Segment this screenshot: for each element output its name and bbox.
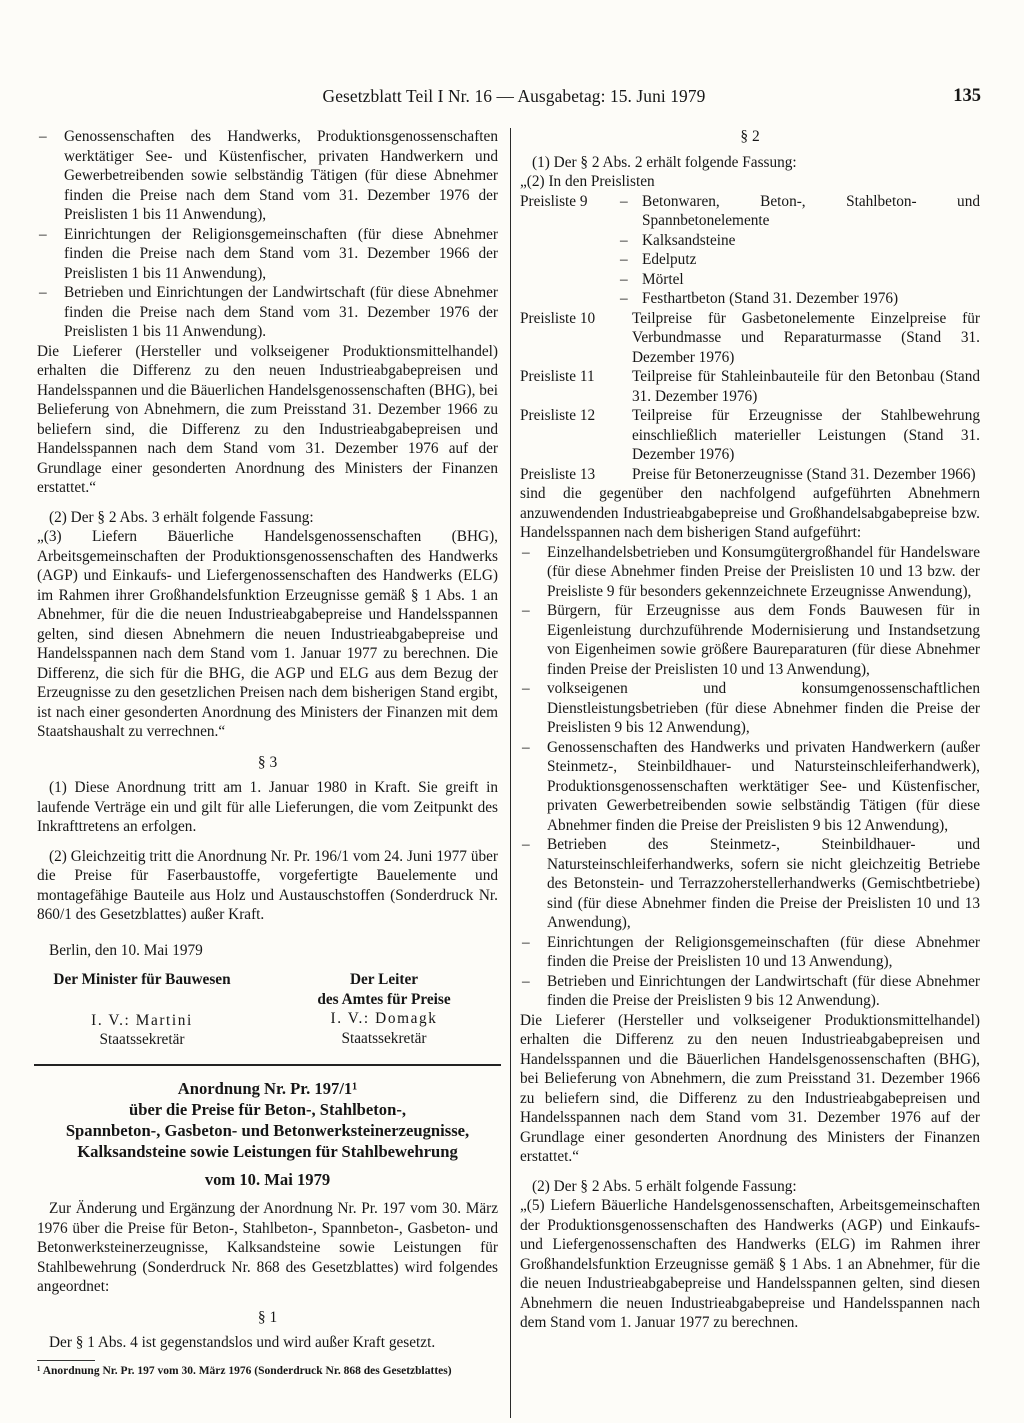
empty-cell xyxy=(520,250,620,270)
list-item: – Einzelhandelsbetrieben und Konsumgütergroßhandel für Handelsware (für diese Abnehmer finden Preise der Preislisten 10 und 13 bzw. der Preisliste 9 für besonders gekennzeichnete Erzeugnisse Anwendung), xyxy=(520,543,980,602)
ordinance-title-line: über die Preise für Beton-, Stahlbeton-, xyxy=(128,1099,407,1119)
table-row xyxy=(520,465,980,485)
left-column xyxy=(37,127,498,1378)
column-divider xyxy=(510,128,511,1418)
footnote-rule xyxy=(37,1360,95,1361)
table-row xyxy=(520,309,980,368)
price-list-item: Mörtel xyxy=(642,270,684,288)
section-3-para-2: (2) Gleichzeitig tritt die Anordnung Nr. Pr. 196/1 vom 24. Juni 1977 über die Preise für Faserbaustoffe, vorgefertigte Bauelemente und montagefähige Bauteile aus Holz und Austauschstoffen (Sonderdruck Nr. 860/1 des Gesetzblattes) außer Kraft. xyxy=(37,847,498,923)
signature-leiter xyxy=(274,970,494,1050)
dash: – xyxy=(620,270,628,288)
price-list-text: Teilpreise für Gasbetonelemente Einzelpreise für Verbundmasse und Reparaturmasse (Stand 31. Dezember 1976) xyxy=(632,309,980,366)
list-item: – Genossenschaften des Handwerks und privaten Handwerkern (außer Steinmetz-, Steinbildhauer- und Natursteinschleiferhandwerk), Produktionsgenossenschaften werktätiger See- und Küstenfischer, privaten Gewerbetreibenden sowie selbständig Tätigen (für diese Abnehmer finden die Preise der Preislisten 9 bis 12 Anwendung), xyxy=(520,738,980,836)
list-item: – Genossenschaften des Handwerks, Produktionsgenossenschaften werktätiger See- und Küstenfischer, privaten Handwerkern und Gewerbetreibenden sowie selbständig Tätigen (für diese Abnehmer finden die Preise nach dem Stand vom 31. Dezember 1976 der Preislisten 1 bis 11 Anwendung), xyxy=(37,127,498,225)
page-header xyxy=(40,86,988,112)
running-head: Gesetzblatt Teil I Nr. 16 — Ausgabetag: 15. Juni 1979 xyxy=(322,86,706,106)
paragraph-abs5: (2) Der § 2 Abs. 5 erhält folgende Fassung: xyxy=(532,1177,797,1195)
ordinance-title-line: Spannbeton-, Gasbeton- und Betonwerksteinerzeugnisse, xyxy=(65,1120,470,1140)
place-date: Berlin, den 10. Mai 1979 xyxy=(49,941,203,959)
table-row xyxy=(520,231,980,251)
paragraph-abs5-text: „(5) Liefern Bäuerliche Handelsgenossenschaften, Arbeitsgemeinschaften der Produktionsgenossenschaften des Handwerks (AGP) und Einkaufs- und Liefergenossenschaften des Handwerks (ELG) im Rahmen ihrer Großhandelsfunktion Erzeugnisse gemäß § 1 Abs. 1 an Abnehmer, für die die neuen Industrieabgabepreise und Handelsspannen gelten, sind diesen Abnehmern die neuen Industrieabgabepreise und Handelsspannen nach dem Stand vom 1. Januar 1977 zu berechnen. xyxy=(520,1197,980,1331)
ordinance-date: vom 10. Mai 1979 xyxy=(204,1169,331,1189)
price-list-item: Festhartbeton (Stand 31. Dezember 1976) xyxy=(642,290,899,307)
table-row xyxy=(520,192,980,231)
paragraph-abs2: (2) Der § 2 Abs. 3 erhält folgende Fassung: xyxy=(49,508,314,526)
dash: – xyxy=(620,251,628,268)
signature-minister xyxy=(47,970,237,1050)
list-item: – Betrieben und Einrichtungen der Landwirtschaft (für diese Abnehmer finden die Preise nach dem Stand vom 31. Dezember 1976 der Preislisten 1 bis 11 Anwendung). xyxy=(37,283,498,342)
right-column xyxy=(520,127,980,1333)
price-list-label: Preisliste 9 xyxy=(520,192,588,210)
list-item: – Einrichtungen der Religionsgemeinschaften (für diese Abnehmer finden die Preise nach dem Stand vom 31. Dezember 1966 der Preislisten 1 bis 11 Anwendung), xyxy=(37,225,498,284)
empty-cell xyxy=(520,231,620,251)
table-row xyxy=(520,270,980,290)
signature-title: Der Minister für Bauwesen xyxy=(53,971,231,988)
price-list-label: Preisliste 10 xyxy=(520,309,596,327)
list-item: – Bürgern, für Erzeugnisse aus dem Fonds Bauwesen für in Eigenleistung durchzuführende Modernisierung und Instandsetzung von Eigenheimen sowie größere Baureparaturen (für diese Abnehmer finden Preise der Preislisten 10 und 13 Anwendung), xyxy=(520,601,980,679)
price-list-label: Preisliste 13 xyxy=(520,465,596,483)
section-rule xyxy=(34,1064,501,1066)
section-3-para-1: (1) Diese Anordnung tritt am 1. Januar 1980 in Kraft. Sie greift in laufende Verträge ein und gilt für alle Lieferungen, die vom Zeitpunkt des Inkrafttretens an erfolgen. xyxy=(37,779,498,835)
table-row xyxy=(520,250,980,270)
page-number: 135 xyxy=(953,86,981,106)
signature-title: Der Leiter xyxy=(349,971,419,988)
section-1-text: Der § 1 Abs. 4 ist gegenstandslos und wird außer Kraft gesetzt. xyxy=(49,1334,436,1351)
ordinance-title xyxy=(37,1078,498,1162)
ordinance-title-line: Anordnung Nr. Pr. 197/1¹ xyxy=(177,1078,358,1098)
signature-role: Staatssekretär xyxy=(99,1031,185,1048)
price-list-table xyxy=(520,192,980,485)
dash: – xyxy=(620,192,628,210)
paragraph-abs2-intro: (1) Der § 2 Abs. 2 erhält folgende Fassung: xyxy=(532,153,797,171)
signature-block xyxy=(37,970,498,1050)
right-recipient-list xyxy=(520,543,980,1011)
empty-cell xyxy=(520,289,620,309)
list-item: – Betrieben des Steinmetz-, Steinbildhauer- und Natursteinschleiferhandwerks, sofern sie nicht gleichzeitig Betriebe des Betonstein- und Terrazzoherstellerhandwerks (Gemischtbetriebe) sind (für diese Abnehmer finden die Preise der Preislisten 10 und 13 Anwendung), xyxy=(520,835,980,933)
paragraph-sind: sind die gegenüber den nachfolgend aufgeführten Abnehmern anzuwendenden Industrieabgabepreise und Großhandelsabgabepreise bzw. Handelsspannen nach dem bisherigen Stand aufgeführt: xyxy=(520,485,980,541)
table-row xyxy=(520,406,980,465)
list-item: – Betrieben und Einrichtungen der Landwirtschaft (für diese Abnehmer finden die Preise der Preislisten 9 bis 12 Anwendung). xyxy=(520,972,980,1011)
section-3-heading: § 3 xyxy=(257,753,278,771)
signature-name: I. V.: Domagk xyxy=(330,1010,438,1027)
list-item: – Einrichtungen der Religionsgemeinschaften (für diese Abnehmer finden die Preise der Preislisten 10 und 13 Anwendung), xyxy=(520,933,980,972)
price-list-text: Teilpreise für Erzeugnisse der Stahlbewehrung einschließlich materieller Leistungen (Stand 31. Dezember 1976) xyxy=(632,407,980,463)
price-list-item: Betonwaren, Beton-, Stahlbeton- und Spannbetonelemente xyxy=(642,192,980,229)
ordinance-title-line: Kalksandsteine sowie Leistungen für Stahlbewehrung xyxy=(77,1141,458,1161)
table-row xyxy=(520,289,980,309)
price-list-item: Edelputz xyxy=(642,251,697,268)
price-list-text: Preise für Betonerzeugnisse (Stand 31. Dezember 1966) xyxy=(632,465,976,483)
dash: – xyxy=(620,231,628,249)
list-item: – volkseigenen und konsumgenossenschaftlichen Dienstleistungsbetrieben (für diese Abnehmer finden die Preise der Preislisten 9 bis 12 Anwendung), xyxy=(520,679,980,738)
empty-cell xyxy=(520,270,620,290)
paragraph-lieferer: Die Lieferer (Hersteller und volkseigener Produktionsmittelhandel) erhalten die Differenz zu den neuen Industrieabgabepreisen und Handelsspannen und die Bäuerlichen Handelsgenossenschaften (BHG), bei Belieferung von Abnehmern, die zum Preisstand 31. Dezember 1966 zu beliefern sind, die Differenz zu den Industrieabgabepreisen und Handelsspannen nach dem Stand vom 31. Dezember 1976 auf der Grundlage einer gesonderten Anordnung des Ministers der Finanzen erstattet.“ xyxy=(37,342,498,496)
left-recipient-list xyxy=(37,127,498,342)
signature-role: Staatssekretär xyxy=(341,1029,427,1047)
section-1-heading: § 1 xyxy=(257,1308,278,1326)
price-list-label: Preisliste 12 xyxy=(520,407,596,424)
paragraph-abs3-text: „(3) Liefern Bäuerliche Handelsgenossenschaften (BHG), Arbeitsgemeinschaften der Produktionsgenossenschaften des Handwerks (AGP) und Einkaufs- und Liefergenossenschaften des Handwerks (ELG) im Rahmen ihrer Großhandelsfunktion Erzeugnisse gemäß § 1 Abs. 1 an Abnehmer, für die die neuen Industrieabgabepreise und Handelsspannen gelten, sind diesen Abnehmern die neuen Industrieabgabepreise und Handelsspannen nach dem Stand vom 1. Januar 1977 zu berechnen. Die Differenz, die sich für die BHG, die AGP und ELG aus dem Bezug der Erzeugnisse zu den gesetzlichen Preisen nach dem bisherigen Stand ergibt, ist nach einer gesonderten Anordnung des Ministers der Finanzen mit dem Staatshaushalt zu verrechnen.“ xyxy=(37,528,498,740)
signature-name: I. V.: Martini xyxy=(91,1011,193,1029)
price-list-label: Preisliste 11 xyxy=(520,368,595,385)
ordinance-intro: Zur Änderung und Ergänzung der Anordnung Nr. Pr. 197 vom 30. März 1976 über die Preise für Beton-, Stahlbeton-, Spannbeton-, Gasbeton- und Betonwerksteinerzeugnisse, Kalksandsteine sowie Leistungen für Stahlbewehrung (Sonderdruck Nr. 868 des Gesetzblattes) wird folgendes angeordnet: xyxy=(37,1200,498,1295)
table-row xyxy=(520,367,980,406)
footnote: ¹ Anordnung Nr. Pr. 197 vom 30. März 1976 (Sonderdruck Nr. 868 des Gesetzblattes) xyxy=(37,1364,452,1377)
paragraph-lieferer-right: Die Lieferer (Hersteller und volkseigener Produktionsmittelhandel) erhalten die Differenz zu den neuen Industrieabgabepreisen und Handelsspannen und die Bäuerlichen Handelsgenossenschaften (BHG), bei Belieferung von Abnehmern, die zum Preisstand 31. Dezember 1966 zu beliefern sind, die Differenz zu den Industrieabgabepreisen und Handelsspannen nach dem Stand vom 31. Dezember 1976 auf der Grundlage einer gesonderten Anordnung des Ministers der Finanzen erstattet.“ xyxy=(520,1011,980,1165)
paragraph-preislisten-intro: „(2) In den Preislisten xyxy=(520,173,655,190)
dash: – xyxy=(620,290,628,307)
signature-title-2: des Amtes für Preise xyxy=(317,990,451,1008)
price-list-text: Teilpreise für Stahleinbauteile für den Betonbau (Stand 31. Dezember 1976) xyxy=(632,368,980,405)
price-list-item: Kalksandsteine xyxy=(642,231,736,249)
section-2-heading: § 2 xyxy=(740,128,760,145)
